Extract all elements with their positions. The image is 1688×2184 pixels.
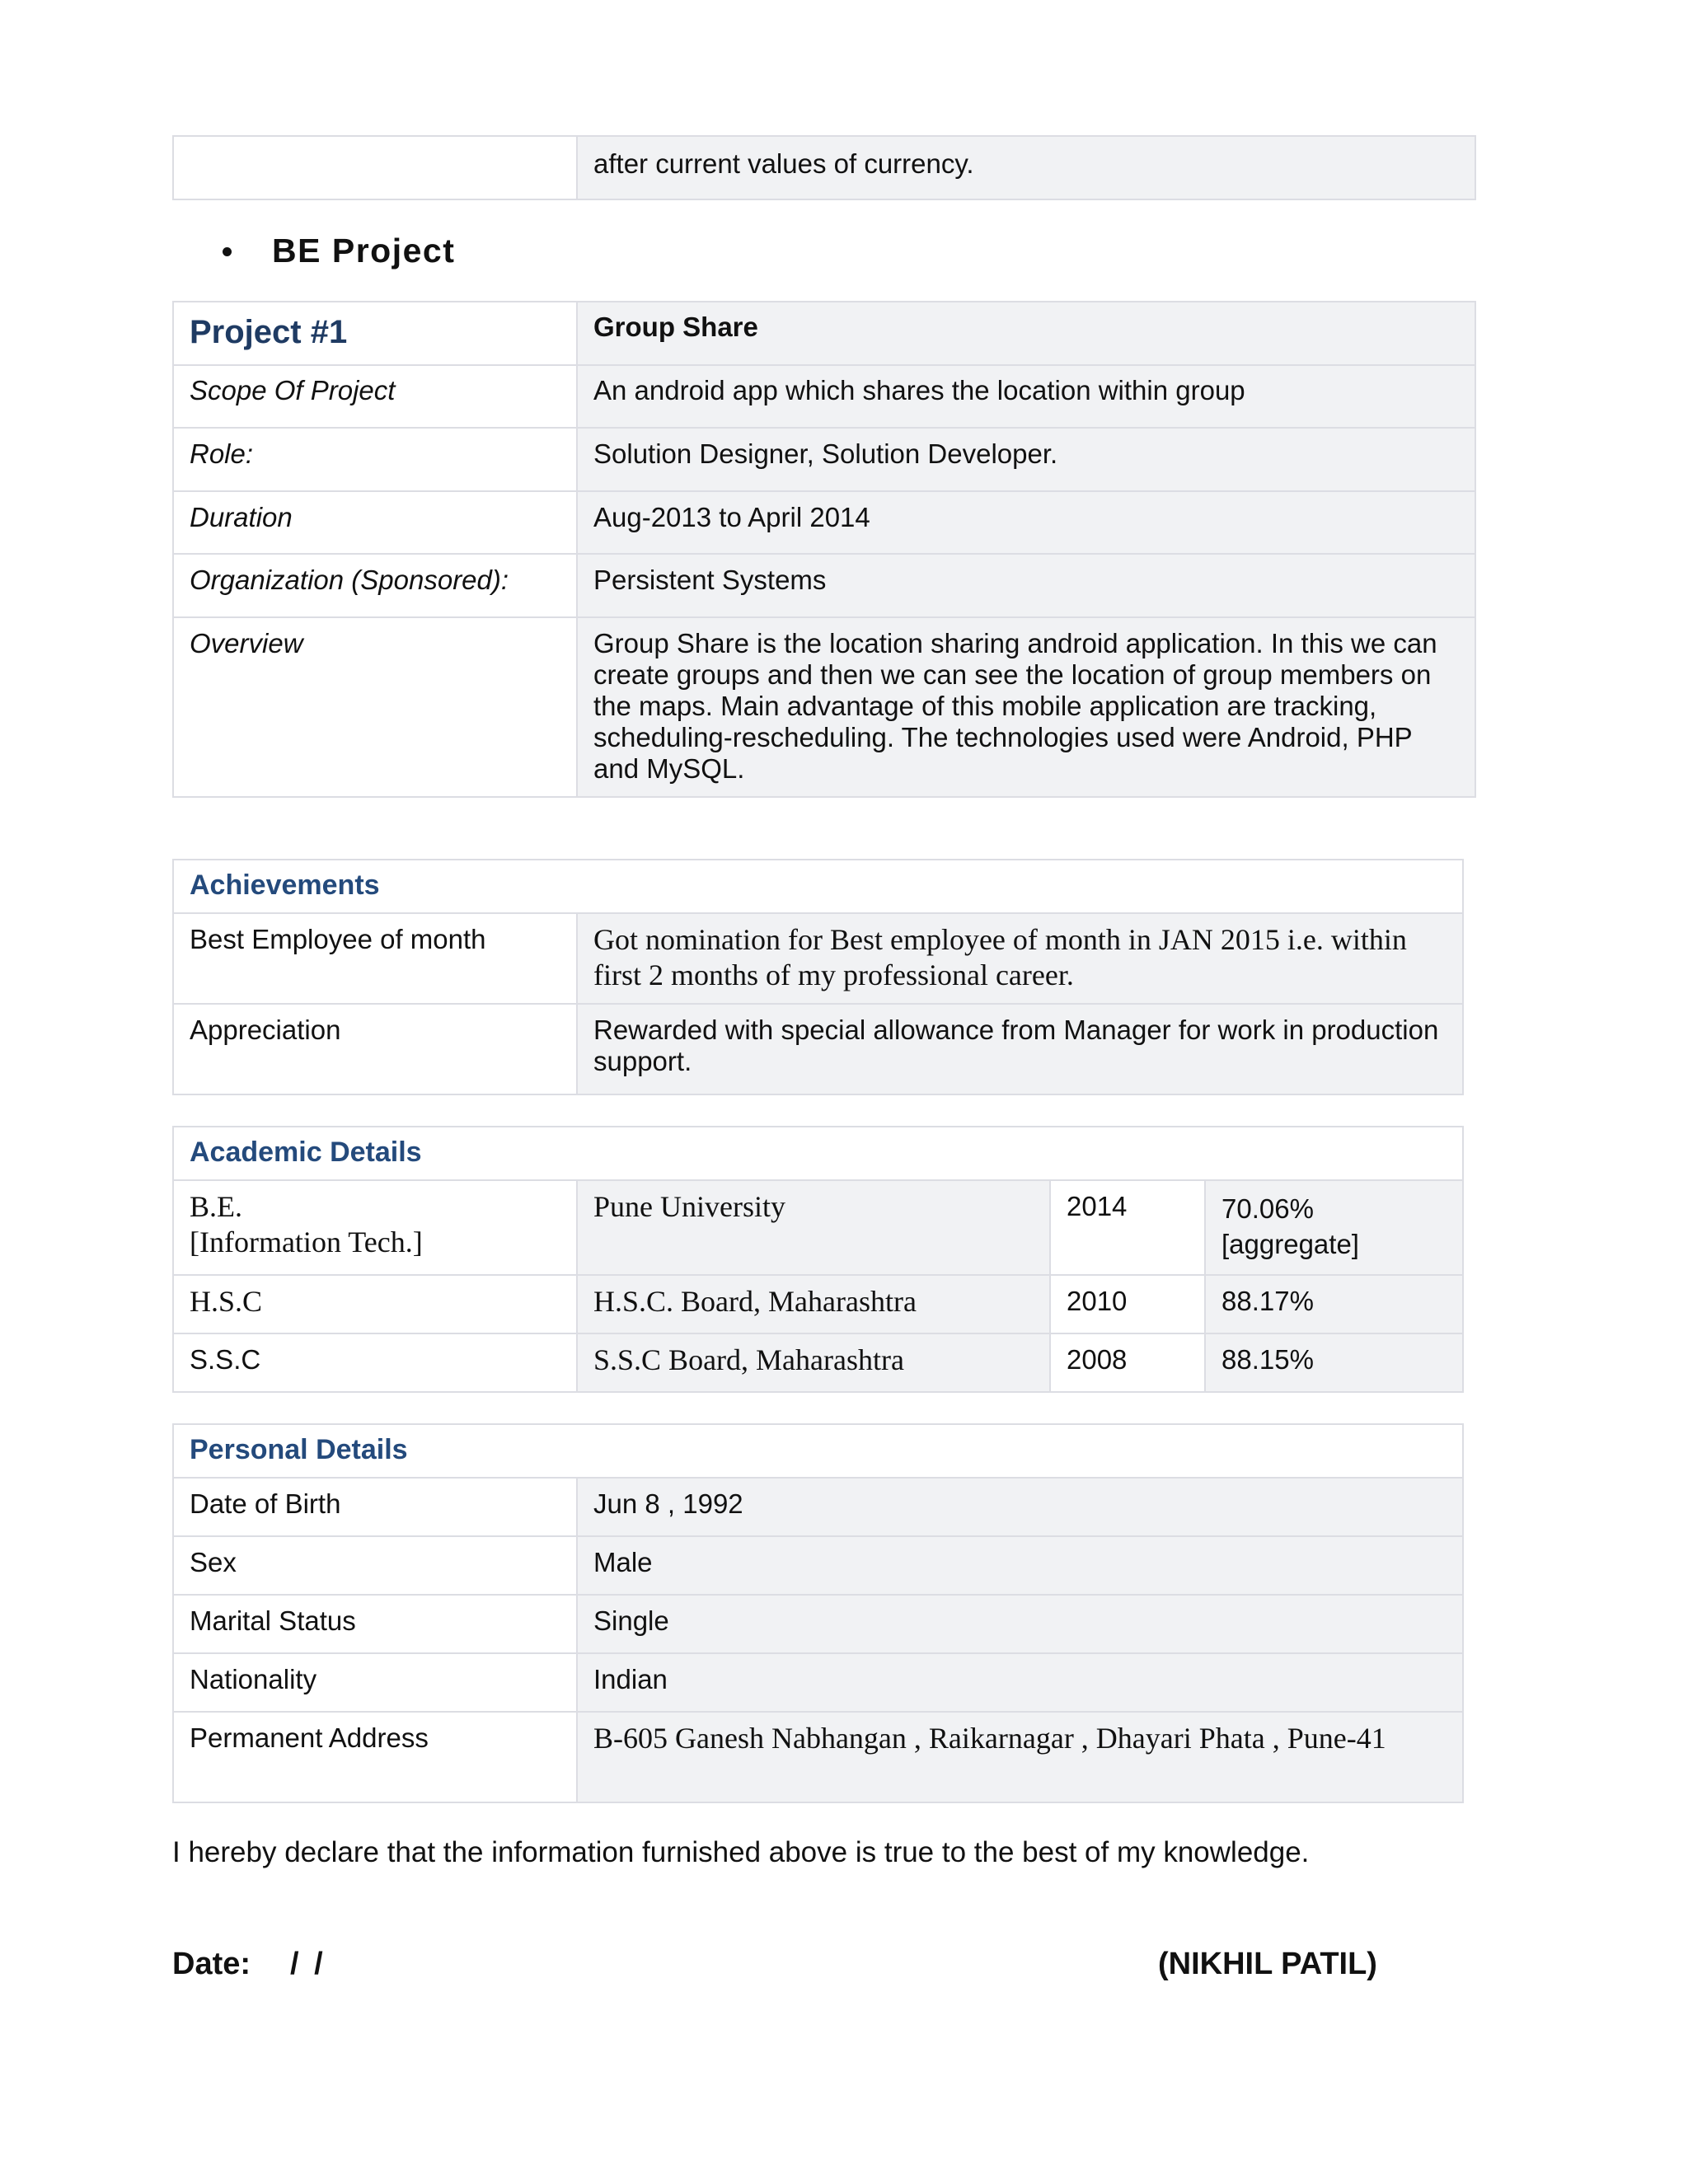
personal-label: Sex bbox=[190, 1547, 237, 1577]
project-row-label: Overview bbox=[190, 628, 303, 658]
signature-name: (NIKHIL PATIL) bbox=[1158, 1947, 1377, 1981]
project-row-value: Solution Designer, Solution Developer. bbox=[593, 438, 1058, 469]
personal-label: Nationality bbox=[190, 1664, 317, 1694]
project-row-label: Organization (Sponsored): bbox=[190, 565, 509, 595]
project-row-label: Role: bbox=[190, 438, 254, 469]
score: 88.15% bbox=[1221, 1344, 1314, 1375]
project-row-label: Duration bbox=[190, 502, 293, 532]
board-name: Pune University bbox=[593, 1190, 785, 1223]
section-heading-be-project: BE Project bbox=[272, 232, 456, 269]
board-name: S.S.C Board, Maharashtra bbox=[593, 1343, 904, 1376]
project-row-value: An android app which shares the location within group bbox=[593, 375, 1245, 405]
passing-year: 2010 bbox=[1067, 1286, 1128, 1316]
personal-value: Single bbox=[593, 1605, 669, 1636]
personal-label: Marital Status bbox=[190, 1605, 356, 1636]
project-overview-text: Group Share is the location sharing android application. In this we can create groups and then we can see the location of group members on the maps. Main advantage of this mobile application are tracking, scheduling-rescheduling. The technologies used were Android, PHP and MySQL. bbox=[593, 628, 1437, 784]
personal-value: Jun 8 , 1992 bbox=[593, 1488, 743, 1519]
project-name: Group Share bbox=[593, 312, 758, 342]
declaration-text: I hereby declare that the information furnished above is true to the best of my knowledge. bbox=[172, 1836, 1310, 1868]
passing-year: 2008 bbox=[1067, 1344, 1128, 1375]
project-row-label: Scope Of Project bbox=[190, 375, 396, 405]
achievement-value: Got nomination for Best employee of month in JAN 2015 i.e. within first 2 months of my professional career. bbox=[593, 923, 1407, 991]
personal-value: Male bbox=[593, 1547, 653, 1577]
project-name-cell bbox=[577, 302, 1475, 365]
personal-value: Indian bbox=[593, 1664, 668, 1694]
achievement-label: Appreciation bbox=[190, 1015, 341, 1045]
date-value: / / bbox=[290, 1947, 326, 1981]
degree-name: S.S.C bbox=[190, 1344, 261, 1375]
achievement-value: Rewarded with special allowance from Manager for work in production support. bbox=[593, 1015, 1439, 1076]
project-table bbox=[172, 301, 1476, 798]
personal-details-title: Personal Details bbox=[190, 1434, 408, 1465]
achievements-title: Achievements bbox=[190, 869, 380, 901]
degree-name: H.S.C bbox=[190, 1285, 263, 1318]
personal-details-table bbox=[172, 1423, 1464, 1803]
project-row-value: Aug-2013 to April 2014 bbox=[593, 502, 870, 532]
academic-title: Academic Details bbox=[190, 1137, 422, 1168]
bullet-icon bbox=[223, 247, 232, 256]
score: 70.06% [aggregate] bbox=[1221, 1193, 1359, 1259]
project-row-value: Persistent Systems bbox=[593, 565, 827, 595]
continued-value-text: after current values of currency. bbox=[593, 148, 974, 179]
date-label: Date: bbox=[172, 1947, 251, 1981]
project-title-cell bbox=[173, 302, 577, 365]
board-name: H.S.C. Board, Maharashtra bbox=[593, 1285, 917, 1318]
permanent-address: B-605 Ganesh Nabhangan , Raikarnagar , Dhayari Phata , Pune-41 bbox=[593, 1722, 1386, 1755]
continued-value-cell bbox=[577, 136, 1475, 199]
empty-label-cell bbox=[173, 136, 577, 199]
personal-label: Permanent Address bbox=[190, 1722, 429, 1753]
project-title: Project #1 bbox=[190, 314, 348, 350]
personal-label: Date of Birth bbox=[190, 1488, 341, 1519]
achievement-label: Best Employee of month bbox=[190, 924, 486, 954]
academic-table bbox=[172, 1126, 1464, 1393]
passing-year: 2014 bbox=[1067, 1191, 1128, 1221]
continued-project-table bbox=[172, 135, 1476, 200]
score: 88.17% bbox=[1221, 1286, 1314, 1316]
degree-name: B.E. [Information Tech.] bbox=[190, 1190, 423, 1258]
achievements-table bbox=[172, 859, 1464, 1095]
